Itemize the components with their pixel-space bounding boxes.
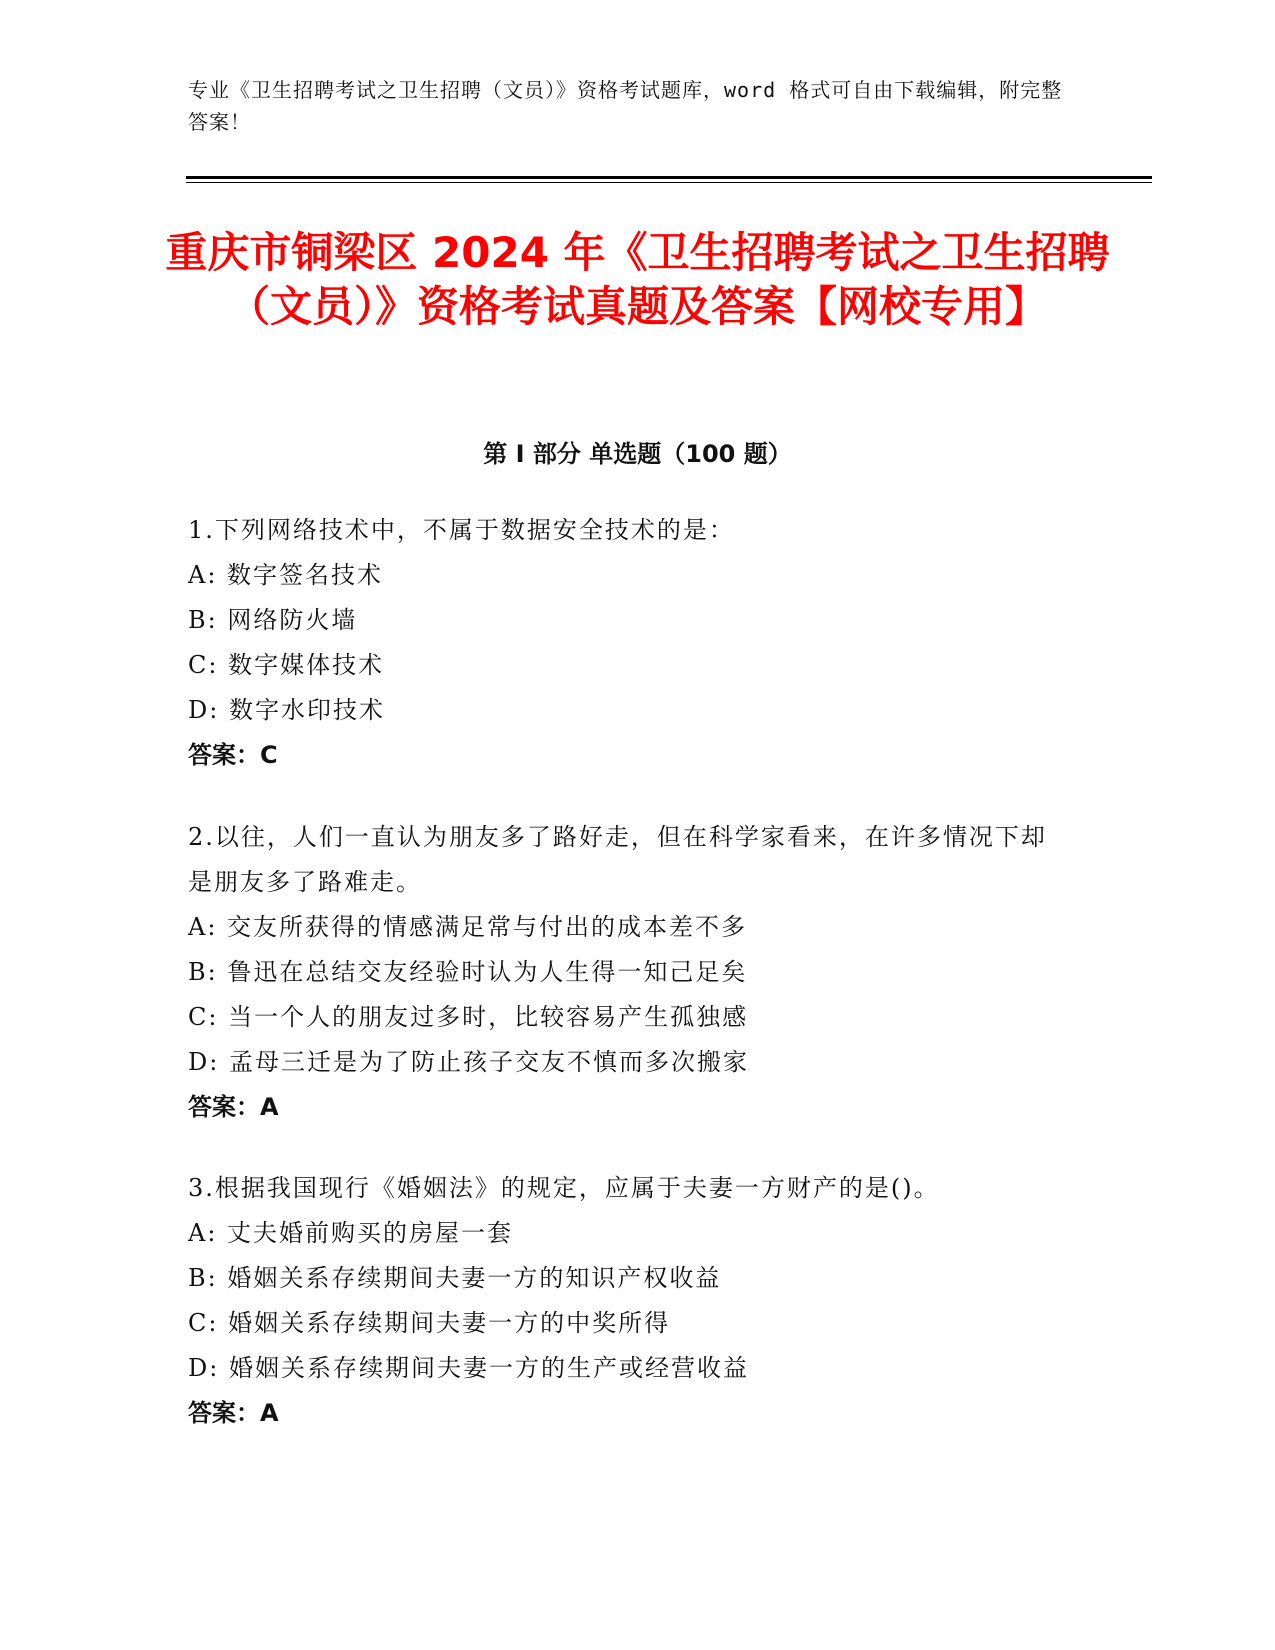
question-stem: 2.以往，人们一直认为朋友多了路好走，但在科学家看来，在许多情况下却是朋友多了路难走。 <box>188 823 1047 896</box>
option-d: D: 婚姻关系存续期间夫妻一方的生产或经营收益 <box>188 1354 749 1382</box>
header-divider-thick <box>186 176 1152 179</box>
header-divider-thin <box>186 182 1152 183</box>
option-c: C: 数字媒体技术 <box>188 651 385 679</box>
option-b: B: 婚姻关系存续期间夫妻一方的知识产权收益 <box>188 1264 722 1292</box>
option-b: B: 鲁迅在总结交友经验时认为人生得一知己足矣 <box>188 958 748 986</box>
question-2 <box>188 815 1088 1130</box>
option-a: A: 丈夫婚前购买的房屋一套 <box>188 1219 514 1247</box>
answer: 答案：C <box>188 741 278 769</box>
option-d: D: 数字水印技术 <box>188 696 385 724</box>
option-c: C: 婚姻关系存续期间夫妻一方的中奖所得 <box>188 1309 671 1337</box>
question-3 <box>188 1166 1088 1436</box>
option-b: B: 网络防火墙 <box>188 606 358 634</box>
header-note: 专业《卫生招聘考试之卫生招聘（文员）》资格考试题库，word 格式可自由下载编辑，附完整答案！ <box>188 78 1063 134</box>
option-a: A: 数字签名技术 <box>188 561 384 589</box>
question-stem: 3.根据我国现行《婚姻法》的规定，应属于夫妻一方财产的是()。 <box>188 1174 940 1202</box>
question-1 <box>188 508 1088 778</box>
option-c: C: 当一个人的朋友过多时，比较容易产生孤独感 <box>188 1003 749 1031</box>
answer: 答案：A <box>188 1399 279 1427</box>
section-heading: 第 I 部分 单选题（100 题） <box>483 440 792 468</box>
question-stem: 1.下列网络技术中，不属于数据安全技术的是： <box>188 516 735 544</box>
document-title: 重庆市铜梁区 2024 年《卫生招聘考试之卫生招聘（文员）》资格考试真题及答案【网校专用】 <box>165 228 1110 331</box>
option-a: A: 交友所获得的情感满足常与付出的成本差不多 <box>188 913 748 941</box>
option-d: D: 孟母三迁是为了防止孩子交友不慎而多次搬家 <box>188 1048 749 1076</box>
answer: 答案：A <box>188 1093 279 1121</box>
